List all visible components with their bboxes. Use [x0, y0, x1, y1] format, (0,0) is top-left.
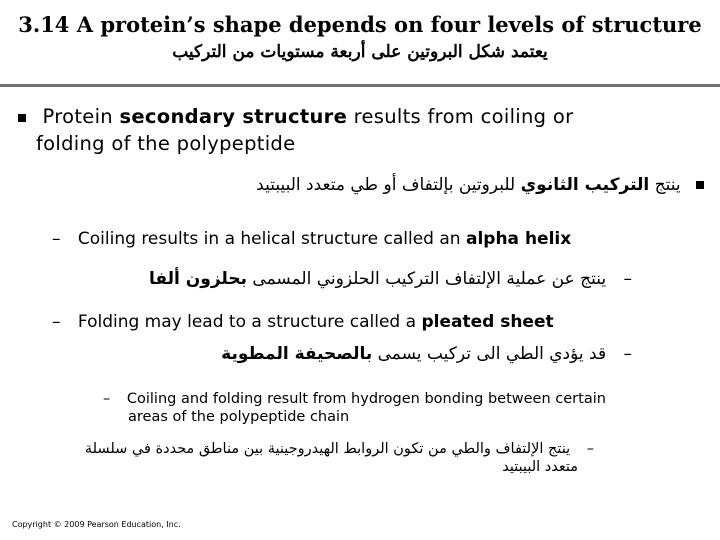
bullet-text-post: results from coiling or [347, 105, 574, 128]
bullet-text-line1: Coiling and folding result from hydrogen bonding between certain [126, 391, 606, 407]
sub-sub-bullet-hydrogen-bonding [103, 391, 606, 408]
square-bullet-icon [18, 114, 26, 122]
dash-bullet-icon: – [52, 312, 61, 332]
slide-title: 3.14 A protein’s shape depends on four levels of structure [18, 12, 702, 37]
bullet-text-bold: pleated sheet [421, 312, 554, 332]
bullet-text-bold: التركيب الثانوي [520, 175, 650, 195]
bullet-secondary-structure [18, 104, 573, 130]
copyright-notice: Copyright © 2009 Pearson Education, Inc. [12, 520, 181, 529]
sub-sub-bullet-hydrogen-bonding-line2: areas of the polypeptide chain [128, 409, 350, 425]
sub-sub-bullet-hydrogen-bonding-arabic-line2 [78, 459, 578, 476]
bullet-text-pre: Folding may lead to a structure called a [77, 312, 422, 332]
bullet-text-post: للبروتين بإلتفاف أو طي متعدد البيبتيد [256, 175, 521, 195]
dash-bullet-icon: – [52, 229, 61, 249]
square-bullet-icon [696, 181, 704, 189]
bullet-text-pre: Protein [42, 105, 120, 128]
bullet-text-pre: ينتج [649, 175, 681, 195]
bullet-text-pre: قد يؤدي الطي الى تركيب يسمى [372, 344, 607, 364]
bullet-secondary-structure-arabic [104, 174, 704, 196]
dash-bullet-icon: – [103, 391, 111, 407]
bullet-text-bold: alpha helix [465, 229, 572, 249]
bullet-secondary-structure-line2: folding of the polypeptide [36, 132, 296, 155]
dash-bullet-icon: – [623, 269, 632, 289]
bullet-text-bold: بحلزون ألفا [149, 269, 248, 289]
sub-sub-bullet-hydrogen-bonding-arabic [14, 441, 594, 458]
sub-bullet-alpha-helix [52, 228, 571, 250]
bullet-text-line1: ينتج الإلتفاف والطي من تكون الروابط الهيدروجينية بين مناطق محددة في سلسلة [84, 441, 571, 457]
bullet-text-bold: secondary structure [119, 105, 348, 128]
sub-bullet-pleated-sheet [52, 311, 554, 333]
sub-bullet-alpha-helix-arabic [32, 268, 632, 290]
dash-bullet-icon: – [586, 441, 594, 457]
title-divider [0, 84, 720, 87]
bullet-text-pre: Coiling results in a helical structure called an [77, 229, 466, 249]
sub-bullet-pleated-sheet-arabic [32, 343, 632, 365]
bullet-text-pre: ينتج عن عملية الإلتفاف التركيب الحلزوني المسمى [247, 269, 607, 289]
slide-subtitle-arabic: يعتمد شكل البروتين على أربعة مستويات من التركيب [172, 42, 548, 62]
bullet-text-line2: متعدد البيبتيد [502, 459, 578, 475]
bullet-text-bold: بالصحيفة المطوية [221, 344, 373, 364]
dash-bullet-icon: – [623, 344, 632, 364]
